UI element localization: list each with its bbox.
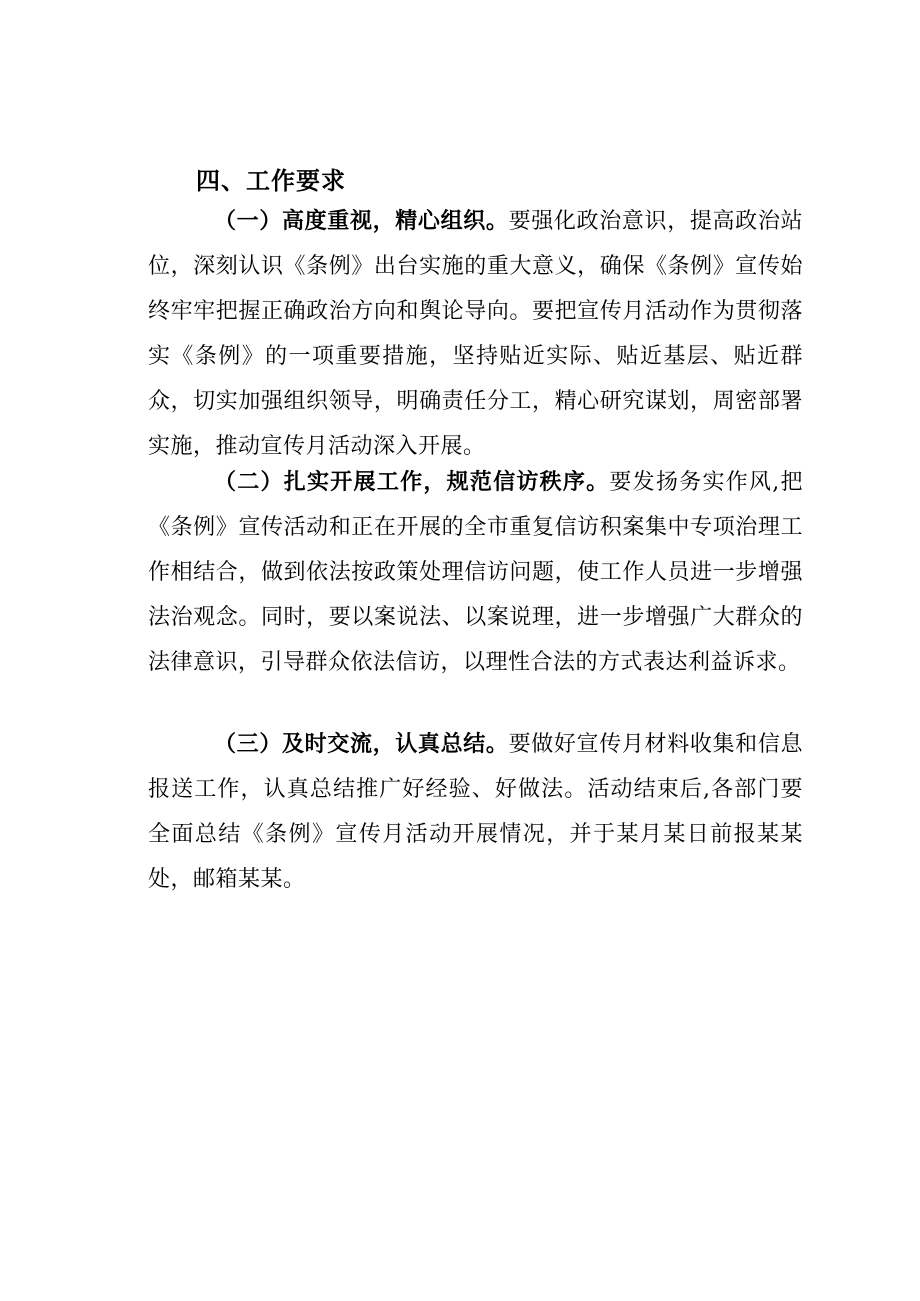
paragraph-3-title: （三）及时交流，认真总结。 bbox=[214, 732, 509, 757]
paragraph-3-body: 要做好宣传月材料收集和信息报送工作，认真总结推广好经验、好做法。活动结束后,各部门要全面总结《条例》宣传月活动开展情况，并于某月某日前报某某处，邮箱某某。 bbox=[148, 732, 803, 892]
paragraph-1-body: 要强化政治意识，提高政治站位，深刻认识《条例》出台实施的重大意义，确保《条例》宣传始终牢牢把握正确政治方向和舆论导向。要把宣传月活动作为贯彻落实《条例》的一项重要措施，坚持贴近实际、贴近基层、贴近群众，切实加强组织领导，明确责任分工，精心研究谋划，周密部署实施，推动宣传月活动深入开展。 bbox=[148, 209, 803, 459]
paragraph-2-body: 要发扬务实作风,把《条例》宣传活动和正在开展的全市重复信访积案集中专项治理工作相结合，做到依法按政策处理信访问题，使工作人员进一步增强法治观念。同时，要以案说法、以案说理，进一步增强广大群众的法律意识，引导群众依法信访，以理性合法的方式表达利益诉求。 bbox=[148, 470, 803, 675]
section-heading: 四、工作要求 bbox=[196, 167, 346, 195]
paragraph-1 bbox=[148, 199, 803, 469]
paragraph-1-title: （一）高度重视，精心组织。 bbox=[214, 209, 509, 234]
paragraph-2 bbox=[148, 460, 803, 685]
paragraph-3 bbox=[148, 722, 803, 902]
paragraph-2-title: （二）扎实开展工作，规范信访秩序。 bbox=[214, 470, 610, 495]
